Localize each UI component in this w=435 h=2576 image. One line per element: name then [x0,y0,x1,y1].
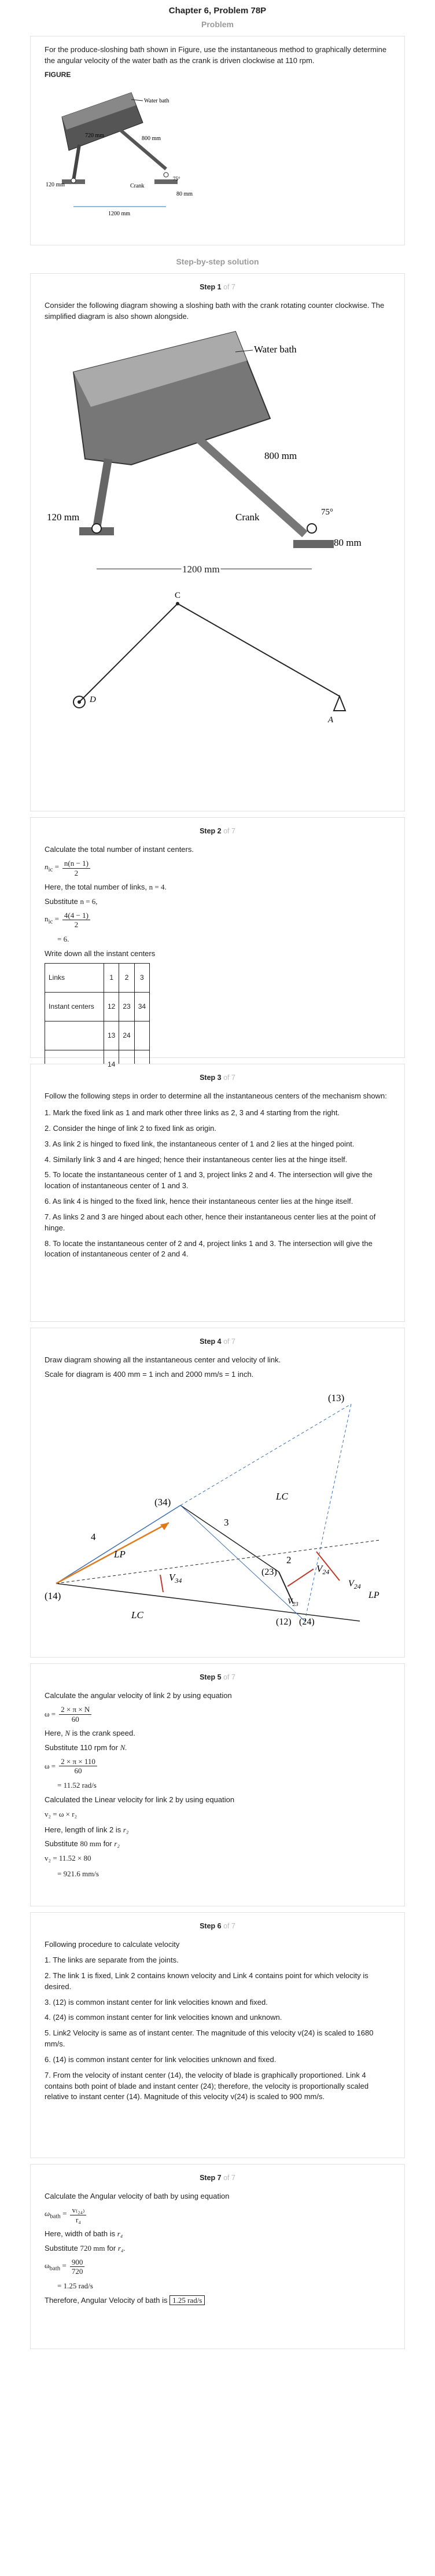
step-7-intro: Calculate the Angular velocity of bath by using equation [45,2192,230,2201]
step-2-heading [45,826,390,836]
table-row: Links 1 2 3 [45,963,150,992]
step-5-heading [45,1672,390,1682]
step-2-of: of 7 [223,827,235,835]
problem-fig-120: 120 mm [46,182,65,189]
fig4-ic14: (14) [45,1590,61,1601]
problem-fig-800: 800 mm [142,135,161,142]
problem-fig-1200: 1200 mm [108,211,131,218]
final-answer: 1.25 rad/s [169,2295,205,2305]
step-5-linear-intro: Calculated the Linear velocity for link 2 by using equation [45,1795,235,1804]
problem-card [30,36,405,245]
eq2-num: 4(4 − 1) [62,911,90,921]
eq1-lhs: n [45,862,49,871]
fig4-v34: $V_{34}$ [169,1571,182,1585]
fig4-link2: 2 [286,1554,292,1566]
simplified-link-ca [178,604,340,696]
fig4-v24: $V_{24}$ [316,1563,330,1576]
step-7-number: 7 [217,2174,222,2182]
simplified-link-dc [79,604,178,702]
step-3-list [45,1108,390,1260]
step-7-therefore: Therefore, Angular Velocity of bath is 1.25 rad/s [45,2295,390,2306]
list-item: 7. As links 2 and 3 are hinged about each other, hence their instantaneous center lies at the point of hinge. [45,1212,376,1232]
list-item: 1. The links are separate from the joints. [45,1955,179,1964]
step-2-intro: Calculate the total number of instant centers. [45,845,194,854]
fig4-ic13: (13) [328,1392,345,1403]
step-4-heading [45,1336,390,1347]
step-1-figure [45,326,392,777]
figure-label: FIGURE [45,70,71,79]
step-6-card [30,1912,405,2158]
step-1-fig-a: A [328,715,334,725]
step-5-length: Here, length of link 2 is r₂ [45,1825,129,1834]
step-2-label: Step [200,827,216,835]
step-2-write-down: Write down all the instant centers [45,949,156,958]
list-item: 5. Link2 Velocity is same as of instant center. The magnitude of this velocity v(24) is scaled to 1680 mm/s. [45,2029,374,2049]
problem-fig-720: 720 mm [85,133,105,139]
step-5-eq2: ω = $\frac{2 \times \pi \times 110}{60}$ [45,1757,390,1776]
step-5-eq4: v₂ = 11.52 × 80 [45,1854,91,1863]
step-1-of: of 7 [223,283,235,291]
fig4-v24b: $V_{24}$ [348,1578,361,1590]
step-5-of: of 7 [223,1673,235,1681]
problem-fig-80: 80 mm [176,191,193,198]
step-2-card [30,817,405,1068]
problem-figure [45,82,253,221]
fig4-lc-bottom: LC [131,1609,143,1620]
eq1-sub: ic [48,866,53,873]
fig4-lp-left: LP [114,1548,126,1560]
step-6-intro: Following procedure to calculate velocity [45,1940,180,1949]
problem-fig-crank: Crank [130,183,145,190]
step-6-heading [45,1921,390,1931]
step-5-eq1: ω = $\frac{2 \times \pi \times N}{60}$ [45,1705,390,1724]
step-7-eq2-result: = 1.25 rad/s [57,2281,93,2291]
step-7-subst: Substitute 720 mm for r₄. [45,2244,126,2252]
step-7-of: of 7 [223,2174,235,2182]
step-1-text: Consider the following diagram showing a sloshing bath with the crank rotating counter clockwise. The simplified diagram is also shown alongside. [45,301,385,321]
list-item: 4. (24) is common instant center for link velocities known and unknown. [45,2013,282,2022]
fig4-ic23: (23) [261,1567,277,1577]
step-6-of: of 7 [223,1922,235,1930]
step-6-number: 6 [217,1922,222,1930]
step-7-card [30,2164,405,2349]
step-4-of: of 7 [223,1337,235,1346]
step-5-subst: Substitute 110 rpm for N. [45,1743,127,1752]
eq1-den: 2 [74,868,79,877]
fig4-lc-top: LC [276,1490,288,1502]
step-7-label: Step [200,2174,216,2182]
list-item: 5. To locate the instantaneous center of 1 and 3, project links 2 and 4. The intersection will give the location of instantaneous center of 1 and 3. [45,1170,373,1190]
instant-centers-table [45,963,150,1079]
step-1-fig-angle: 75° [321,507,333,517]
step-5-number: 5 [217,1673,222,1681]
step-6-list [45,1955,390,2103]
step-4-scale: Scale for diagram is 400 mm = 1 inch and 2000 mm/s = 1 inch. [45,1369,254,1379]
problem-heading: Problem [201,20,234,29]
step-1-fig-crank: Crank [235,511,260,523]
step-3-label: Step [200,1074,216,1082]
step-5-intro: Calculate the angular velocity of link 2 by using equation [45,1691,232,1700]
problem-text: For the produce-sloshing bath shown in Figure, use the instantaneous method to graphically determine the angular velocity of the water bath as the crank is driven clockwise at 110 rpm. [45,45,387,65]
fig4-link3: 3 [224,1516,229,1528]
step-7-here: Here, width of bath is r₄ [45,2229,123,2239]
list-item: 6. (14) is common instant center for link velocities unknown and fixed. [45,2055,277,2064]
list-item: 6. As link 4 is hinged to the fixed link, hence their instantaneous center lies at the hinge itself. [45,1197,353,1206]
step-5-eq4-result: = 921.6 mm/s [57,1869,99,1879]
step-3-of: of 7 [223,1074,235,1082]
step-4-label: Step [200,1337,216,1346]
list-item: 1. Mark the fixed link as 1 and mark other three links as 2, 3 and 4 starting from the right. [45,1108,340,1117]
problem-fig-water-bath: Water bath [144,98,169,105]
step-1-fig-800: 800 mm [264,450,297,461]
step-3-intro: Follow the following steps in order to determine all the instantaneous centers of the mechanism shown: [45,1092,387,1101]
fig4-ic12: (12) [276,1616,292,1627]
step-7-eq2: $\omega_{bath}$ = $\frac{900}{720}$ [45,2258,390,2276]
step-6-label: Step [200,1922,216,1930]
step-5-eq2-result: = 11.52 rad/s [57,1781,97,1790]
step-2-eq2-result: = 6. [57,935,69,944]
step-3-number: 3 [217,1074,222,1082]
table-row: 14 [45,1050,150,1079]
problem-fig-angle: 75° [173,176,180,182]
step-5-eq3: v₂ = ω × r₂ [45,1809,78,1818]
step-5-subst2: Substitute 80 mm for r₂ [45,1839,120,1849]
step-1-fig-water-bath: Water bath [254,343,297,355]
step-5-here: Here, N is the crank speed. [45,1729,135,1738]
list-item: 3. (12) is common instant center for link velocities known and fixed. [45,1997,268,2007]
step-2-number: 2 [217,827,222,835]
step-1-fig-120: 120 mm [47,511,80,523]
list-item: 8. To locate the instantaneous center of 2 and 4, project links 1 and 3. The intersection will give the location of instantaneous center of 2 and 4. [45,1239,373,1259]
list-item: 3. As link 2 is hinged to fixed link, the instantaneous center of 1 and 2 lies at the hinged point. [45,1139,355,1148]
step-1-number: 1 [217,283,222,291]
list-item: 2. Consider the hinge of link 2 to fixed link as origin. [45,1123,217,1133]
fig4-v23: $V_{23}$ [287,1597,298,1608]
step-7-eq1: $\omega_{bath}$ = $\frac{\text{v₍₂₄₎}}{\text{r₄}}$ [45,2206,390,2224]
fig4-ic24: (24) [299,1616,315,1627]
step-1-card [30,273,405,811]
step-1-label: Step [200,283,216,291]
step-1-fig-80: 80 mm [334,536,362,548]
step-1-fig-1200: 1200 mm [182,563,220,575]
fig4-ic34: (34) [154,1496,171,1508]
table-row: 13 24 [45,1021,150,1050]
step-2-eq2: $n_{ic}$ = $\frac{4(4 - 1)}{2}$ [45,911,390,929]
fig4-link4: 4 [91,1531,96,1542]
step-3-card [30,1064,405,1322]
step-5-card [30,1663,405,1906]
fig4-lp-right: LP [368,1590,379,1600]
step-5-label: Step [200,1673,216,1681]
table-row: Instant centers 12 23 34 [45,992,150,1021]
list-item: 2. The link 1 is fixed, Link 2 contains known velocity and Link 4 contains point for which velocity is desired. [45,1971,368,1991]
eq2-den: 2 [74,920,79,929]
step-1-fig-c: C [175,590,181,600]
step-4-intro: Draw diagram showing all the instantaneous center and velocity of link. [45,1355,281,1365]
step-7-heading [45,2173,390,2183]
step-3-heading [45,1072,390,1083]
eq1-num: n(n − 1) [62,859,90,869]
chapter-title: Chapter 6, Problem 78P [168,6,267,16]
list-item: 7. From the velocity of instant center (14), the velocity of blade is graphically proportioned. Link 4 contains both point of blade and instant center (24); therefore, the velocity is proportionally scaled relative to instant center (14). Magnitude of this velocity v(24) is scaled to 900 mm/s. [45,2070,369,2101]
list-item: 4. Similarly link 3 and 4 are hinged; hence their instantaneous center lies at the hinge itself. [45,1155,348,1164]
solution-heading: Step-by-step solution [176,257,259,266]
step-1-heading [45,282,390,292]
step-2-eq1: $n_{ic}$ = $\frac{n(n - 1)}{2}$ [45,859,390,877]
step-4-number: 4 [217,1337,222,1346]
step-4-figure [45,1384,392,1638]
step-4-card [30,1328,405,1658]
step-2-subst: Substitute n = 6, [45,897,98,906]
step-2-here: Here, the total number of links, n = 4. [45,883,167,892]
step-1-fig-d: D [90,694,96,704]
